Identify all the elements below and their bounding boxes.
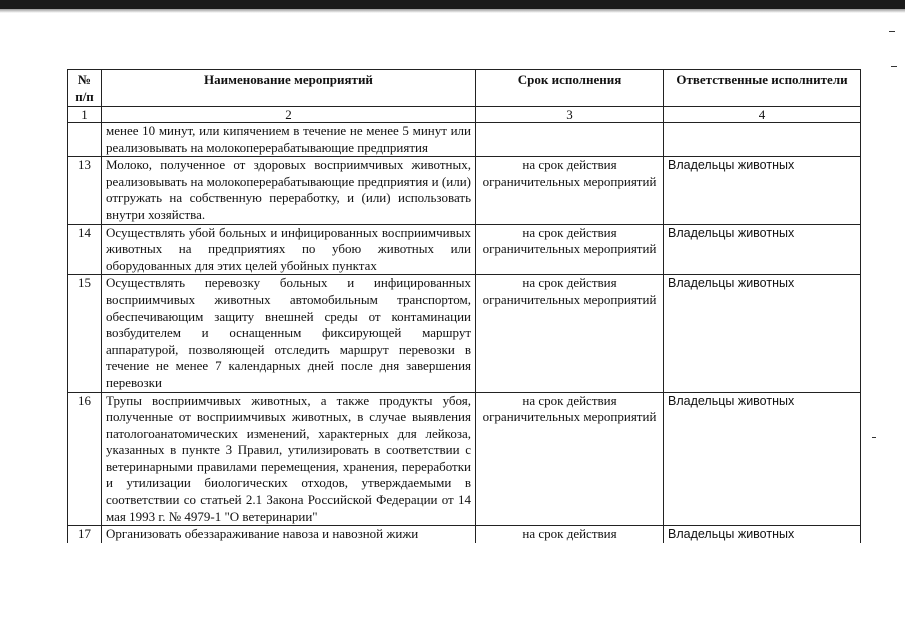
row-number: 13 bbox=[68, 157, 102, 224]
row-number: 17 bbox=[68, 526, 102, 543]
measure-name: Трупы восприимчивых животных, а также продукты убоя, полученные от восприимчивых животных, в случае выявления патологоанатомических изменений, характерных для лейкоза, указанных в пункте 3 Правил, утилизировать в соответствии с ветеринарными правилами перемещения, хранения, переработки и утилизации биологических отходов, утверждаемыми в соответствии со статьей 2.1 Закона Российской Федерации от 14 мая 1993 г. № 4979-1 "О ветеринарии" bbox=[102, 392, 476, 526]
measure-responsible: Владельцы животных bbox=[664, 224, 861, 275]
measure-name: Организовать обеззараживание навоза и навозной жижи bbox=[102, 526, 476, 543]
table-row bbox=[68, 526, 861, 543]
header-resp: Ответственные исполнители bbox=[664, 70, 861, 107]
column-number: 3 bbox=[476, 107, 664, 123]
row-number: 15 bbox=[68, 275, 102, 392]
measure-term: на срок действия bbox=[476, 526, 664, 543]
column-number-row bbox=[68, 107, 861, 123]
measure-responsible: Владельцы животных bbox=[664, 392, 861, 526]
header-term: Срок исполнения bbox=[476, 70, 664, 107]
measure-responsible: Владельцы животных bbox=[664, 157, 861, 224]
measure-term: на срок действия ограничительных мероприятий bbox=[476, 224, 664, 275]
row-number bbox=[68, 123, 102, 157]
table-header-row bbox=[68, 70, 861, 107]
measure-name: менее 10 минут, или кипячением в течение не менее 5 минут или реализовывать на молокоперерабатывающие предприятия bbox=[102, 123, 476, 157]
measure-term: на срок действия ограничительных мероприятий bbox=[476, 157, 664, 224]
table-row bbox=[68, 275, 861, 392]
header-num: № п/п bbox=[68, 70, 102, 107]
scan-speck bbox=[889, 31, 895, 32]
table-row bbox=[68, 224, 861, 275]
header-name: Наименование мероприятий bbox=[102, 70, 476, 107]
scan-speck bbox=[872, 437, 876, 438]
measure-responsible: Владельцы животных bbox=[664, 275, 861, 392]
measure-name: Молоко, полученное от здоровых восприимчивых животных, реализовывать на молокоперерабатывающие предприятия и (или) отгружать на собственную переработку, и (или) использовать внутри хозяйства. bbox=[102, 157, 476, 224]
row-number: 14 bbox=[68, 224, 102, 275]
measure-name: Осуществлять убой больных и инфицированных восприимчивых животных на предприятиях по убою животных или оборудованных для этих целей убойных пунктах bbox=[102, 224, 476, 275]
scan-speck bbox=[891, 66, 897, 67]
table-row bbox=[68, 123, 861, 157]
column-number: 4 bbox=[664, 107, 861, 123]
column-number: 1 bbox=[68, 107, 102, 123]
column-number: 2 bbox=[102, 107, 476, 123]
measure-name: Осуществлять перевозку больных и инфицированных восприимчивых животных автомобильным транспортом, обеспечивающим защиту внешней среды от контаминации возбудителем и оснащенным фиксирующей маршрут аппаратурой, позволяющей отследить маршрут перевозки в течение не менее 7 календарных дней после дня завершения перевозки bbox=[102, 275, 476, 392]
measure-responsible: Владельцы животных bbox=[664, 526, 861, 543]
measure-responsible bbox=[664, 123, 861, 157]
table-row bbox=[68, 157, 861, 224]
row-number: 16 bbox=[68, 392, 102, 526]
scan-top-shadow bbox=[0, 9, 905, 13]
measure-term: на срок действия ограничительных мероприятий bbox=[476, 275, 664, 392]
measure-term bbox=[476, 123, 664, 157]
table-row bbox=[68, 392, 861, 526]
measure-term: на срок действия ограничительных мероприятий bbox=[476, 392, 664, 526]
measures-table bbox=[67, 69, 861, 543]
scan-top-border bbox=[0, 0, 905, 9]
